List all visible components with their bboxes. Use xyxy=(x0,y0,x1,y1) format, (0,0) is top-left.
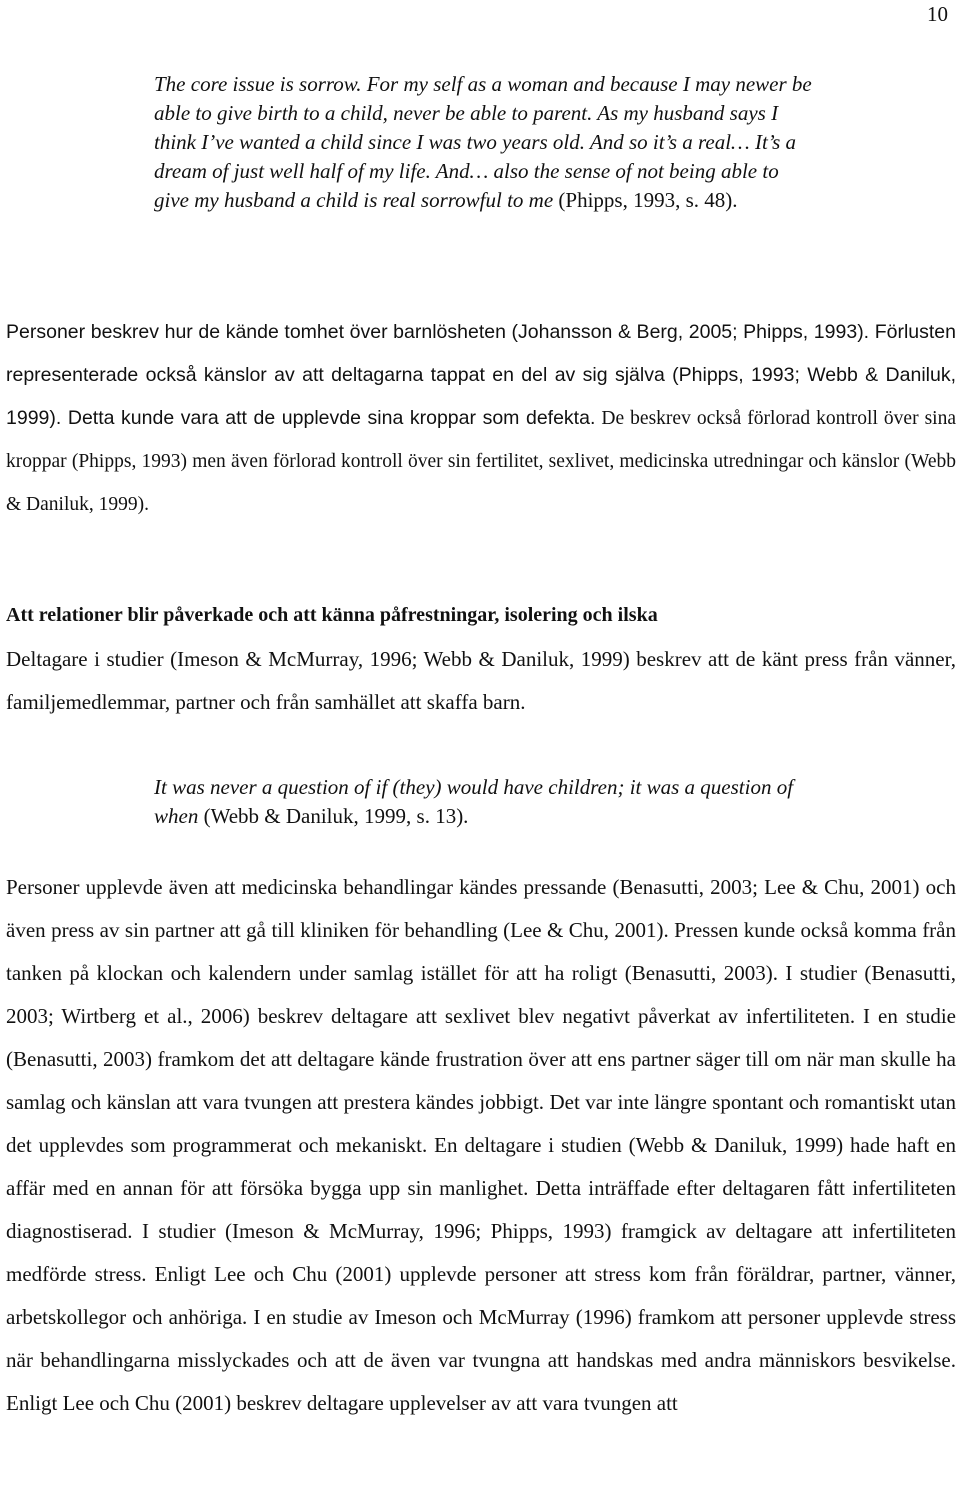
page-number: 10 xyxy=(927,2,948,26)
quote-text: It was never a question of if (they) would have children; it was a question of when xyxy=(154,775,794,828)
body-paragraph: Deltagare i studier (Imeson & McMurray, 1996; Webb & Daniluk, 1999) beskrev att de känt press från vänner, familjemedlemmar, partner och från samhället att skaffa barn. xyxy=(6,647,956,714)
quote-citation: (Webb & Daniluk, 1999, s. 13). xyxy=(198,804,469,828)
quote-citation: (Phipps, 1993, s. 48). xyxy=(553,188,738,212)
body-paragraph xyxy=(6,311,956,526)
paragraph-text-continued: De beskrev också förlorad kontroll över sina kroppar (Phipps, 1993) men även förlorad kontroll över sin fertilitet, sexlivet, medicinska utredningar och känslor (Webb & Daniluk, 1999). xyxy=(6,408,957,515)
paragraph-text: Personer beskrev hur de kände tomhet över barnlösheten (Johansson & Berg, 2005; Phipps, 1993). Förlusten representerade också känslor av att deltagarna tappat en del av sig själva (Phipps, 1993; Webb & Daniluk, 1999). Detta kunde vara att de upplevde sina kroppar som defekta. xyxy=(6,321,956,429)
block-quote xyxy=(154,70,814,215)
body-paragraph: Personer upplevde även att medicinska behandlingar kändes pressande (Benasutti, 2003; Lee & Chu, 2001) och även press av sin partner att gå till kliniken för behandling (Lee & Chu, 2001). Pressen kunde också komma från tanken på klockan och kalendern under samlag istället för att ha roligt (Benasutti, 2003). I studier (Benasutti, 2003; Wirtberg et al., 2006) beskrev deltagare att sexlivet blev negativt påverkat av infertiliteten. I en studie (Benasutti, 2003) framkom det att deltagare kände frustration över att ens partner säger till om när man skulle ha samlag och känslan att vara tvungen att prestera kändes jobbigt. Det var inte längre spontant och romantiskt utan det upplevdes som programmerat och mekaniskt. En deltagare i studien (Webb & Daniluk, 1999) hade haft en affär med en annan för att försöka bygga upp sin manlighet. Detta inträffade efter deltagaren fått infertiliteten diagnostiserad. I studier (Imeson & McMurray, 1996; Phipps, 1993) framgick av deltagare att infertiliteten medförde stress. Enligt Lee och Chu (2001) upplevde personer att stress kom från föräldrar, partner, vänner, arbetskollegor och anhöriga. I en studie av Imeson och McMurray (1996) framkom att personer upplevde stress när behandlingarna misslyckades och att de även var tvungna att handskas med andra människors besvikelse. Enligt Lee och Chu (2001) beskrev deltagare upplevelser av att vara tvungen att xyxy=(6,875,956,1415)
quote-text: The core issue is sorrow. For my self as a woman and because I may newer be able to give birth to a child, never be able to parent. As my husband says I think I’ve wanted a child since I was two years old. And so it’s a real… It’s a dream of just well half of my life. And… also the sense of not being able to give my husband a child is real sorrowful to me xyxy=(154,72,812,212)
section-heading: Att relationer blir påverkade och att känna påfrestningar, isolering och ilska xyxy=(6,604,658,626)
block-quote xyxy=(154,773,814,831)
